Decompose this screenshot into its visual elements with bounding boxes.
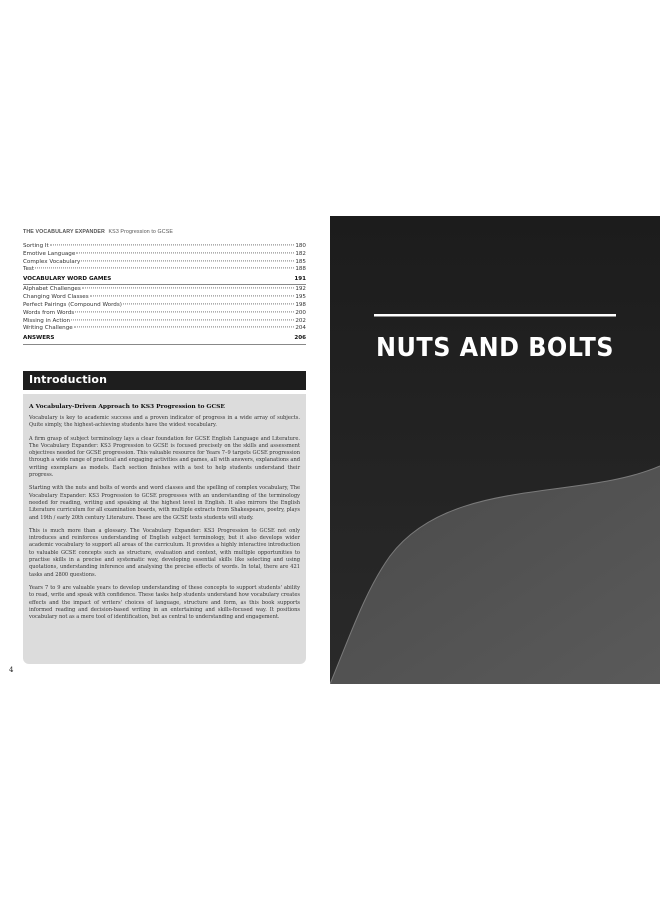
- toc-leader: [35, 268, 294, 269]
- toc-entry: [23, 318, 306, 326]
- table-of-contents: [23, 243, 306, 346]
- toc-rule: [23, 344, 306, 345]
- running-head-title: THE VOCABULARY EXPANDER: [23, 229, 105, 235]
- toc-leader: [75, 311, 294, 312]
- toc-page-number: 200: [295, 309, 306, 316]
- toc-leader: [81, 260, 294, 261]
- toc-label: Complex Vocabulary: [23, 258, 81, 265]
- toc-entry: [23, 286, 306, 294]
- toc-entry: [23, 243, 306, 251]
- toc-page-number: 198: [295, 302, 306, 309]
- introduction-paragraph: A firm grasp of subject terminology lays a clear foundation for GCSE English Language and Literature. The Vocabulary Expander: KS3 Progression to GCSE is focused precisely on the skills and assessment objectives needed for GCSE progression. This valuable resource for Years 7–9 targets GCSE progression through a wide range of practical and engaging activities and games, all with answers, explanations and writing exemplars as models. Each section finishes with a test to help students understand their progress.: [29, 435, 300, 479]
- toc-section-heading: [23, 276, 306, 284]
- introduction-title: Introduction: [29, 373, 108, 386]
- right-page: [330, 216, 660, 684]
- toc-entry: [23, 251, 306, 259]
- toc-label: Test: [23, 266, 35, 273]
- toc-page-number: 204: [295, 325, 306, 332]
- toc-section-heading: [23, 335, 306, 343]
- toc-page-number: 191: [294, 276, 306, 283]
- toc-label: Changing Word Classes: [23, 294, 89, 301]
- introduction-paragraph: Starting with the nuts and bolts of words and word classes and the spelling of complex vocabulary, The Vocabulary Expander: KS3 Progression to GCSE progresses with an understanding of the terminology needed for reading, writing and speaking at the highest level in English. It also mirrors the English Literature curriculum for all examination boards, with multiple extracts from Shakespeare, poetry, plays and 19th / early 20th century Literature. These are the GCSE texts students will study.: [29, 485, 300, 521]
- toc-label: Writing Challenge: [23, 325, 73, 332]
- toc-page-number: 185: [295, 258, 306, 265]
- toc-leader: [123, 303, 294, 304]
- running-head: [23, 229, 173, 235]
- toc-leader: [76, 252, 294, 253]
- toc-page-number: 192: [295, 286, 306, 293]
- toc-label: Missing in Action: [23, 317, 71, 324]
- running-head-subtitle: KS3 Progression to GCSE: [108, 229, 173, 235]
- introduction-heading: A Vocabulary-Driven Approach to KS3 Progression to GCSE: [29, 403, 225, 410]
- toc-label: Perfect Pairings (Compound Words): [23, 302, 122, 309]
- chapter-background: [330, 216, 660, 684]
- toc-leader: [50, 244, 295, 245]
- toc-entry: [23, 259, 306, 267]
- toc-label: Words from Words: [23, 309, 75, 316]
- introduction-paragraph: This is much more than a glossary. The Vocabulary Expander: KS3 Progression to GCSE not only introduces and reinforces understanding of English subject terminology, but it also develops wider academic vocabulary to support all areas of the curriculum. It provides a highly interactive introduction to valuable GCSE concepts such as structure, evaluation and context, with multiple opportunities to practise skills in a precise and systematic way, developing essential skills like selecting and using quotations, understanding inference and analysing the precise effects of words. In total, there are 421 tasks and 2800 questions.: [29, 527, 300, 578]
- toc-label: Sorting It: [23, 243, 49, 249]
- toc-leader: [90, 296, 295, 297]
- toc-label: ANSWERS: [23, 335, 55, 342]
- toc-entry: [23, 325, 306, 333]
- toc-rule: [23, 284, 306, 285]
- toc-entry: [23, 294, 306, 302]
- toc-entry: [23, 266, 306, 274]
- toc-entry: [23, 302, 306, 310]
- toc-page-number: 195: [295, 294, 306, 301]
- introduction-paragraph: Years 7 to 9 are valuable years to develop understanding of these concepts to support students' ability to read, write and speak with confidence. These tasks help students understand how vocabulary creates effects and the impact of writers' choices of language, structure and form, as this book supports informed reading and decision-based writing in an entertaining and skills-focused way. It positions vocabulary not as a mere tool of identification, but as central to understanding and engagement.: [29, 584, 300, 621]
- introduction-paragraph: Vocabulary is key to academic success and a proven indicator of progress in a wide array of subjects. Quite simply, the highest-achieving students have the widest vocabulary.: [29, 415, 300, 429]
- toc-page-number: 206: [294, 335, 306, 342]
- toc-page-number: 182: [295, 250, 306, 257]
- toc-entry: [23, 310, 306, 318]
- toc-label: Emotive Language: [23, 250, 76, 257]
- title-rule: [374, 314, 616, 317]
- toc-label: VOCABULARY WORD GAMES: [23, 276, 112, 283]
- toc-leader: [82, 288, 295, 289]
- toc-page-number: 202: [295, 317, 306, 324]
- toc-leader: [74, 327, 295, 328]
- toc-page-number: 180: [295, 243, 306, 249]
- toc-leader: [71, 319, 294, 320]
- page-number: 4: [9, 666, 14, 674]
- introduction-header: [23, 371, 306, 390]
- introduction-box: [23, 394, 306, 664]
- chapter-title: NUTS AND BOLTS: [376, 333, 614, 363]
- toc-label: Alphabet Challenges: [23, 286, 81, 293]
- toc-page-number: 188: [295, 266, 306, 273]
